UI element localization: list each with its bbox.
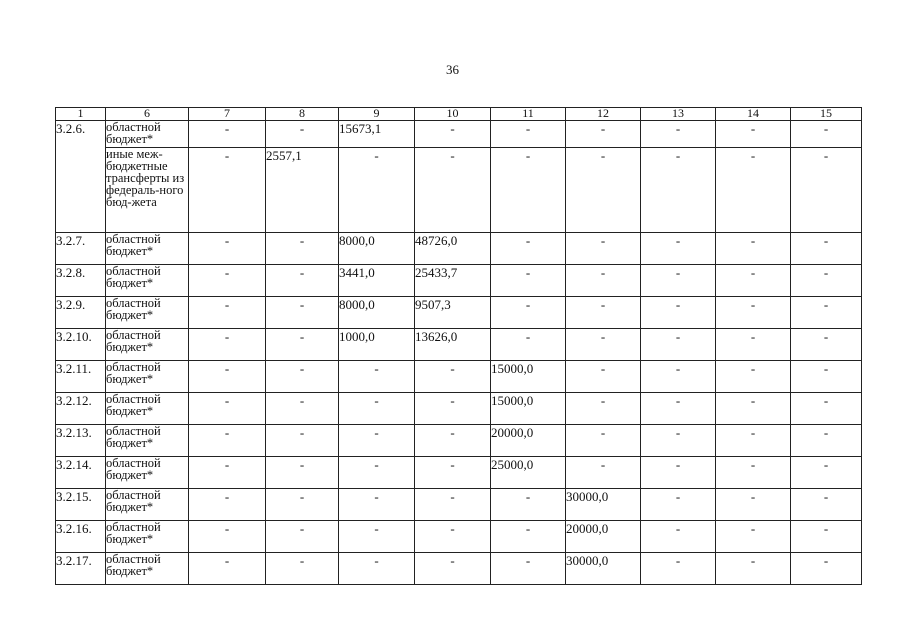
table-row: [56, 425, 862, 457]
column-header: 11: [491, 108, 566, 121]
table-cell: -: [189, 361, 266, 393]
table-cell: -: [266, 233, 339, 265]
table-cell: 9507,3: [415, 297, 491, 329]
table-cell: -: [266, 553, 339, 585]
table-cell: -: [415, 393, 491, 425]
table-cell: -: [716, 457, 791, 489]
table-cell: 48726,0: [415, 233, 491, 265]
table-cell: -: [566, 265, 641, 297]
column-header: 9: [339, 108, 415, 121]
page-number: 36: [446, 62, 459, 77]
table-cell: -: [189, 521, 266, 553]
funding-source: областной бюджет*: [106, 121, 189, 148]
table-cell: -: [266, 297, 339, 329]
table-cell: -: [641, 521, 716, 553]
table-cell: -: [491, 121, 566, 148]
row-number: 3.2.9.: [56, 297, 106, 329]
header-row: [56, 108, 862, 121]
funding-source: областной бюджет*: [106, 489, 189, 521]
funding-source: областной бюджет*: [106, 457, 189, 489]
table-cell: -: [491, 297, 566, 329]
table-cell: 2557,1: [266, 148, 339, 233]
table-cell: -: [566, 425, 641, 457]
table-cell: -: [339, 521, 415, 553]
row-number: 3.2.8.: [56, 265, 106, 297]
table-cell: -: [189, 297, 266, 329]
table-cell: -: [415, 148, 491, 233]
table-cell: -: [491, 265, 566, 297]
table-cell: -: [641, 148, 716, 233]
table-cell: -: [189, 329, 266, 361]
column-header: 8: [266, 108, 339, 121]
table-cell: -: [791, 489, 862, 521]
column-header: 10: [415, 108, 491, 121]
table-cell: -: [189, 233, 266, 265]
table-cell: -: [189, 425, 266, 457]
table-row: [56, 489, 862, 521]
column-header: 7: [189, 108, 266, 121]
table-cell: -: [266, 425, 339, 457]
table-cell: -: [566, 148, 641, 233]
table-cell: -: [566, 393, 641, 425]
table-cell: -: [339, 148, 415, 233]
column-header: 1: [56, 108, 106, 121]
column-header: 15: [791, 108, 862, 121]
table-cell: -: [641, 553, 716, 585]
table-cell: -: [716, 297, 791, 329]
table-cell: 20000,0: [566, 521, 641, 553]
table-cell: -: [266, 329, 339, 361]
table-cell: -: [266, 265, 339, 297]
table-cell: -: [189, 393, 266, 425]
table-cell: -: [791, 233, 862, 265]
table-cell: 15000,0: [491, 393, 566, 425]
row-number: 3.2.11.: [56, 361, 106, 393]
table-cell: -: [641, 425, 716, 457]
table-body: [56, 121, 862, 585]
table-cell: 13626,0: [415, 329, 491, 361]
table-cell: -: [339, 361, 415, 393]
table-cell: 30000,0: [566, 489, 641, 521]
funding-source: областной бюджет*: [106, 233, 189, 265]
table-cell: -: [641, 393, 716, 425]
table-cell: -: [189, 553, 266, 585]
table-row: [56, 553, 862, 585]
funding-source: областной бюджет*: [106, 329, 189, 361]
funding-source: областной бюджет*: [106, 361, 189, 393]
table-cell: -: [716, 553, 791, 585]
table-cell: -: [415, 521, 491, 553]
table-cell: -: [791, 393, 862, 425]
funding-source: областной бюджет*: [106, 521, 189, 553]
row-number: 3.2.16.: [56, 521, 106, 553]
table-row: [56, 148, 862, 233]
table-cell: -: [566, 121, 641, 148]
row-number: 3.2.10.: [56, 329, 106, 361]
table-cell: -: [791, 121, 862, 148]
table-cell: -: [415, 457, 491, 489]
table-cell: -: [641, 121, 716, 148]
column-header: 12: [566, 108, 641, 121]
row-number: 3.2.15.: [56, 489, 106, 521]
table-cell: -: [716, 425, 791, 457]
row-number: 3.2.12.: [56, 393, 106, 425]
table-cell: 8000,0: [339, 233, 415, 265]
row-number: 3.2.14.: [56, 457, 106, 489]
table-cell: -: [716, 361, 791, 393]
table-cell: -: [566, 233, 641, 265]
table-cell: -: [791, 265, 862, 297]
table-row: [56, 329, 862, 361]
table-cell: -: [791, 361, 862, 393]
table-cell: -: [339, 489, 415, 521]
table-cell: -: [716, 521, 791, 553]
table-cell: -: [266, 121, 339, 148]
table-cell: -: [791, 148, 862, 233]
table-cell: -: [339, 553, 415, 585]
table-cell: -: [716, 265, 791, 297]
table-cell: -: [491, 553, 566, 585]
table-cell: -: [791, 553, 862, 585]
table-cell: -: [491, 148, 566, 233]
table-cell: -: [716, 148, 791, 233]
table-cell: -: [716, 233, 791, 265]
table-cell: -: [566, 297, 641, 329]
column-header: 6: [106, 108, 189, 121]
column-header: 14: [716, 108, 791, 121]
table-cell: -: [266, 521, 339, 553]
table-cell: -: [415, 425, 491, 457]
table-cell: -: [339, 393, 415, 425]
table-cell: -: [189, 148, 266, 233]
table-row: [56, 121, 862, 148]
table-cell: -: [189, 457, 266, 489]
row-number: 3.2.6.: [56, 121, 106, 233]
table-cell: -: [641, 457, 716, 489]
table-cell: -: [415, 489, 491, 521]
table-row: [56, 361, 862, 393]
table-row: [56, 265, 862, 297]
table-cell: 25433,7: [415, 265, 491, 297]
table-cell: -: [491, 521, 566, 553]
table-cell: -: [189, 121, 266, 148]
row-number: 3.2.17.: [56, 553, 106, 585]
table-cell: -: [641, 297, 716, 329]
table-cell: 20000,0: [491, 425, 566, 457]
table-cell: -: [641, 233, 716, 265]
table-cell: 15000,0: [491, 361, 566, 393]
table-cell: -: [566, 361, 641, 393]
table-cell: -: [491, 233, 566, 265]
table-cell: -: [641, 265, 716, 297]
table-row: [56, 521, 862, 553]
funding-source: областной бюджет*: [106, 425, 189, 457]
funding-source: иные меж-бюджетные трансферты из федераль-ного бюд-жета: [106, 148, 189, 233]
table-cell: -: [339, 425, 415, 457]
table-cell: -: [641, 489, 716, 521]
row-number: 3.2.13.: [56, 425, 106, 457]
table-cell: -: [266, 489, 339, 521]
table-cell: -: [641, 329, 716, 361]
table-cell: -: [791, 297, 862, 329]
table-cell: -: [266, 393, 339, 425]
row-number: 3.2.7.: [56, 233, 106, 265]
table-row: [56, 297, 862, 329]
table-cell: -: [566, 329, 641, 361]
table-cell: 15673,1: [339, 121, 415, 148]
table-cell: -: [266, 457, 339, 489]
table-cell: -: [491, 329, 566, 361]
table-cell: 8000,0: [339, 297, 415, 329]
table-cell: -: [415, 553, 491, 585]
funding-source: областной бюджет*: [106, 553, 189, 585]
funding-source: областной бюджет*: [106, 297, 189, 329]
table-cell: -: [791, 425, 862, 457]
table-cell: -: [716, 489, 791, 521]
table-cell: -: [716, 393, 791, 425]
budget-table: [55, 107, 862, 585]
funding-source: областной бюджет*: [106, 265, 189, 297]
table-cell: -: [415, 361, 491, 393]
table-cell: -: [716, 121, 791, 148]
table-cell: 25000,0: [491, 457, 566, 489]
table-cell: -: [339, 457, 415, 489]
table-cell: -: [716, 329, 791, 361]
table-cell: 30000,0: [566, 553, 641, 585]
table-row: [56, 233, 862, 265]
table-cell: -: [491, 489, 566, 521]
table-cell: -: [791, 521, 862, 553]
column-header: 13: [641, 108, 716, 121]
table-cell: -: [266, 361, 339, 393]
table-row: [56, 457, 862, 489]
table-cell: -: [415, 121, 491, 148]
table-cell: -: [566, 457, 641, 489]
funding-source: областной бюджет*: [106, 393, 189, 425]
table-cell: -: [189, 489, 266, 521]
table-row: [56, 393, 862, 425]
table-cell: -: [791, 329, 862, 361]
table-cell: 1000,0: [339, 329, 415, 361]
table-cell: 3441,0: [339, 265, 415, 297]
table-cell: -: [189, 265, 266, 297]
table-cell: -: [641, 361, 716, 393]
table-cell: -: [791, 457, 862, 489]
